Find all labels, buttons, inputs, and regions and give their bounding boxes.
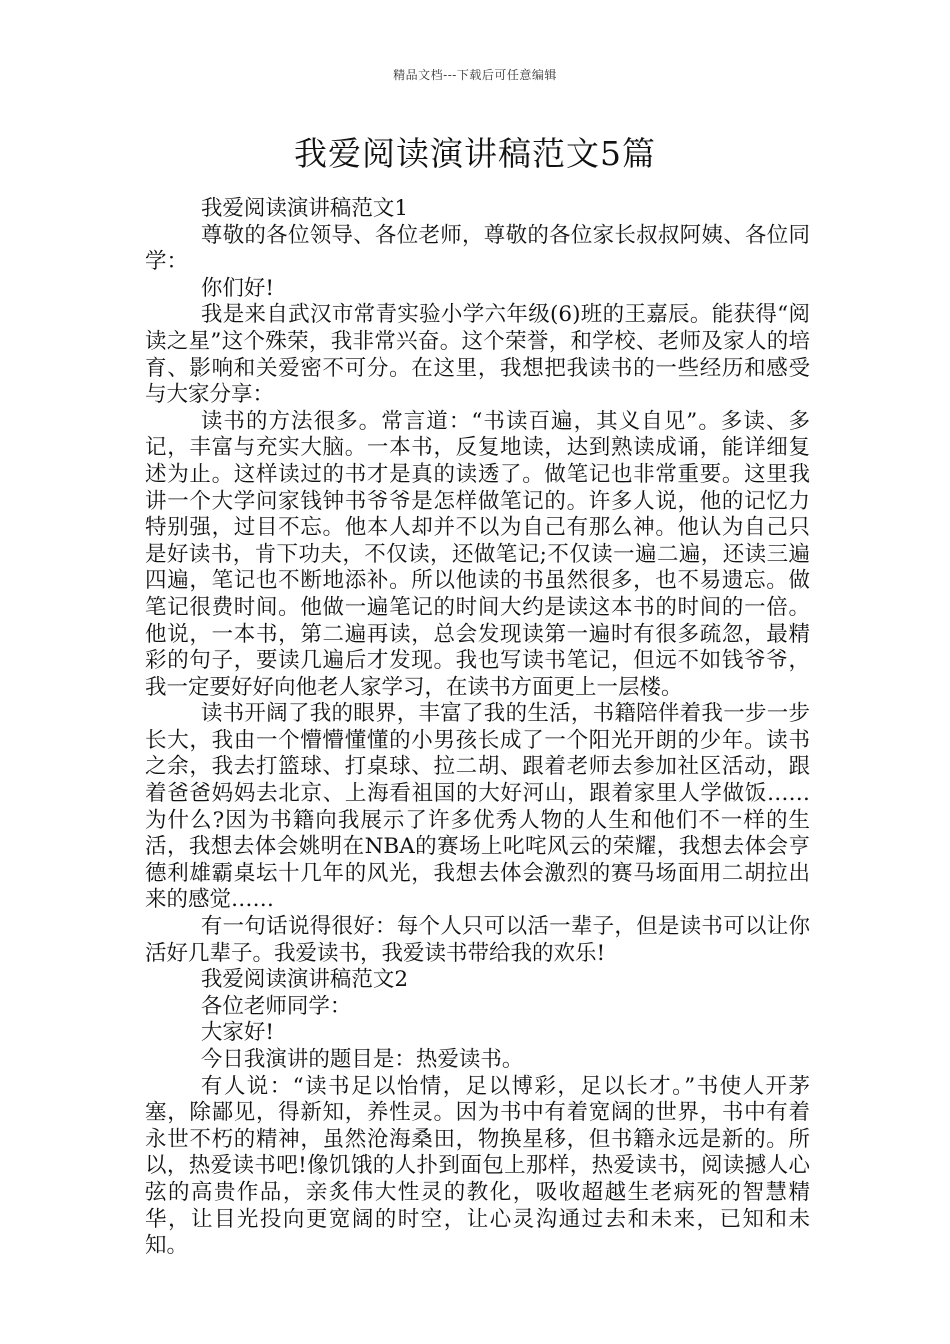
salutation: 尊敬的各位领导、各位老师，尊敬的各位家长叔叔阿姨、各位同学： <box>145 222 810 275</box>
paragraph: 读书开阔了我的眼界，丰富了我的生活，书籍陪伴着我一步一步长大，我由一个懵懵懂懂的小男孩长成了一个阳光开朗的少年。读书之余，我去打篮球、打桌球、拉二胡、跟着老师去参加社区活动，跟着爸爸妈妈去北京、上海看祖国的大好河山，跟着家里人学做饭……为什么?因为书籍向我展示了许多优秀人物的人生和他们不一样的生活，我想去体会姚明在NBA的赛场上叱咤风云的荣耀，我想去体会亨德利雄霸桌坛十几年的风光，我想去体会激烈的赛马场面用二胡拉出来的感觉…… <box>145 701 810 913</box>
paragraph: 有人说：“读书足以怡情，足以博彩，足以长才。”书使人开茅塞，除鄙见，得新知，养性灵。因为书中有着宽阔的世界，书中有着永世不朽的精神，虽然沧海桑田，物换星移，但书籍永远是新的。所以，热爱读书吧!像饥饿的人扑到面包上那样，热爱读书，阅读撼人心弦的高贵作品，亲炙伟大性灵的教化，吸收超越生老病死的智慧精华，让目光投向更宽阔的时空，让心灵沟通过去和未来，已知和未知。 <box>145 1073 810 1259</box>
greeting: 你们好! <box>200 275 275 301</box>
header-note: 精品文档---下载后可任意编辑 <box>393 68 557 82</box>
paragraph: 有一句话说得很好：每个人只可以活一辈子，但是读书可以让你活好几辈子。我爱读书，我爱读书带给我的欢乐! <box>145 914 810 966</box>
greeting: 大家好! <box>200 1020 275 1046</box>
section-heading-2: 我爱阅读演讲稿范文2 <box>200 967 409 993</box>
salutation: 各位老师同学： <box>200 993 352 1019</box>
document-title: 我爱阅读演讲稿范文5篇 <box>294 134 656 173</box>
paragraph: 我是来自武汉市常青实验小学六年级(6)班的王嘉辰。能获得“阅读之星”这个殊荣，我非常兴奋。这个荣誉，和学校、老师及家人的培育、影响和关爱密不可分。在这里，我想把我读书的一些经历和感受与大家分享： <box>145 302 810 408</box>
document-body <box>145 196 810 1260</box>
section-heading-1: 我爱阅读演讲稿范文1 <box>200 196 409 221</box>
paragraph: 读书的方法很多。常言道：“书读百遍，其义自见”。多读、多记，丰富与充实大脑。一本书，反复地读，达到熟读成诵，能详细复述为止。这样读过的书才是真的读透了。做笔记也非常重要。这里我讲一个大学问家钱钟书爷爷是怎样做笔记的。许多人说，他的记忆力特别强，过目不忘。他本人却并不以为自己有那么神。他认为自己只是好读书，肯下功夫，不仅读，还做笔记;不仅读一遍二遍，还读三遍四遍，笔记也不断地添补。所以他读的书虽然很多，也不易遗忘。做笔记很费时间。他做一遍笔记的时间大约是读这本书的时间的一倍。他说，一本书，第二遍再读，总会发现读第一遍时有很多疏忽，最精彩的句子，要读几遍后才发现。我也写读书笔记，但远不如钱爷爷，我一定要好好向他老人家学习，在读书方面更上一层楼。 <box>145 408 810 700</box>
paragraph: 今日我演讲的题目是：热爱读书。 <box>200 1047 524 1072</box>
